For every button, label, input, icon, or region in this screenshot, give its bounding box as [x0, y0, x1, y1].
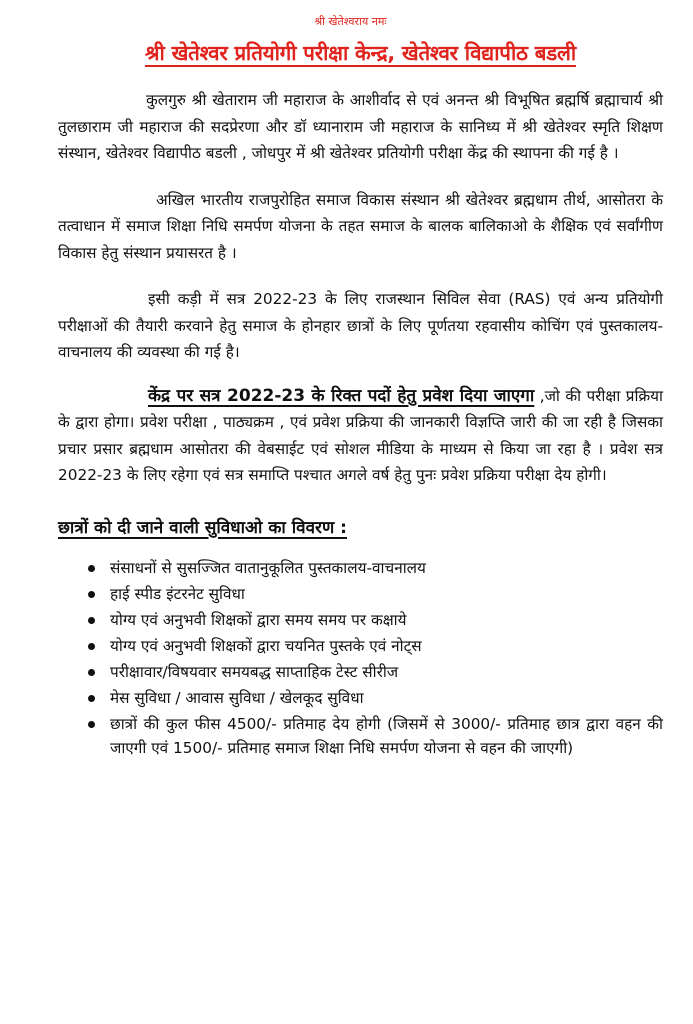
paragraph-coaching: इसी कड़ी में सत्र 2022-23 के लिए राजस्थान सिविल सेवा (RAS) एवं अन्य प्रतियोगी परीक्षाओं की तैयारी करवाने हेतु समाज के होनहार छात्रों के लिए पूर्णतया रहवासीय कोचिंग एवं पुस्तकालय-वाचनालय की व्यवस्था की गई है।	[58, 290, 663, 361]
document-title: श्री खेतेश्वर प्रतियोगी परीक्षा केन्द्र, खेतेश्वर विद्यापीठ बडली	[145, 41, 576, 65]
list-item: संसाधनों से सुसज्जित वातानुकूलित पुस्तकालय-वाचनालय	[88, 556, 663, 580]
paragraph-admission	[58, 383, 663, 489]
list-item: परीक्षावार/विषयवार समयबद्ध साप्ताहिक टेस्ट सीरीज	[88, 660, 663, 684]
paragraph-organisation: अखिल भारतीय राजपुरोहित समाज विकास संस्थान श्री खेतेश्वर ब्रह्मधाम तीर्थ, आसोतरा के तत्वाधान में समाज शिक्षा निधि समर्पण योजना के तहत समाज के बालक बालिकाओ के शैक्षिक एवं सर्वांगीण विकास हेतु संस्थान प्रयासरत है ।	[58, 190, 663, 262]
list-item: छात्रों की कुल फीस 4500/- प्रतिमाह देय होगी (जिसमें से 3000/- प्रतिमाह छात्र द्वारा वहन की जाएगी एवं 1500/- प्रतिमाह समाज शिक्षा निधि समर्पण योजना से वहन की जाएगी)	[88, 712, 663, 760]
facilities-heading: छात्रों को दी जाने वाली सुविधाओ का विवरण :	[58, 517, 347, 538]
list-item: योग्य एवं अनुभवी शिक्षकों द्वारा समय समय पर कक्षाये	[88, 608, 663, 632]
list-item: हाई स्पीड इंटरनेट सुविधा	[88, 582, 663, 606]
list-item: मेस सुविधा / आवास सुविधा / खेलकूद सुविधा	[88, 686, 663, 710]
invocation-line: श्री खेतेश्वराय नमः	[314, 15, 387, 28]
list-item: योग्य एवं अनुभवी शिक्षकों द्वारा चयनित पुस्तके एवं नोट्स	[88, 634, 663, 658]
admission-details: ,जो की परीक्षा प्रक्रिया के द्वारा होगा। प्रवेश परीक्षा , पाठ्यक्रम , एवं प्रवेश प्रक्रिया की जानकारी विज्ञप्ति जारी की जा रही है जिसका प्रचार प्रसार ब्रह्मधाम आसोतरा की वेबसाईट एवं सोशल मीडिया के माध्यम से किया जा रहा है । प्रवेश सत्र 2022-23 के लिए रहेगा एवं सत्र समाप्ति पश्चात अगले वर्ष हेतु पुनः प्रवेश प्रक्रिया परीक्षा देय होगी।	[58, 386, 663, 484]
admission-headline: केंद्र पर सत्र 2022-23 के रिक्त पदों हेतु प्रवेश दिया जाएगा	[148, 385, 535, 406]
paragraph-establishment: कुलगुरु श्री खेताराम जी महाराज के आशीर्वाद से एवं अनन्त श्री विभूषित ब्रह्मर्षि ब्रह्माचार्य श्री तुलछाराम जी महाराज की सदप्रेरणा और डॉ ध्यानाराम जी महाराज के सानिध्य में श्री खेतेश्वर स्मृति शिक्षण संस्थान, खेतेश्वर विद्यापीठ बडली , जोधपुर में श्री खेतेश्वर प्रतियोगी परीक्षा केंद्र की स्थापना की गई है ।	[58, 91, 663, 162]
facilities-list	[58, 556, 663, 760]
